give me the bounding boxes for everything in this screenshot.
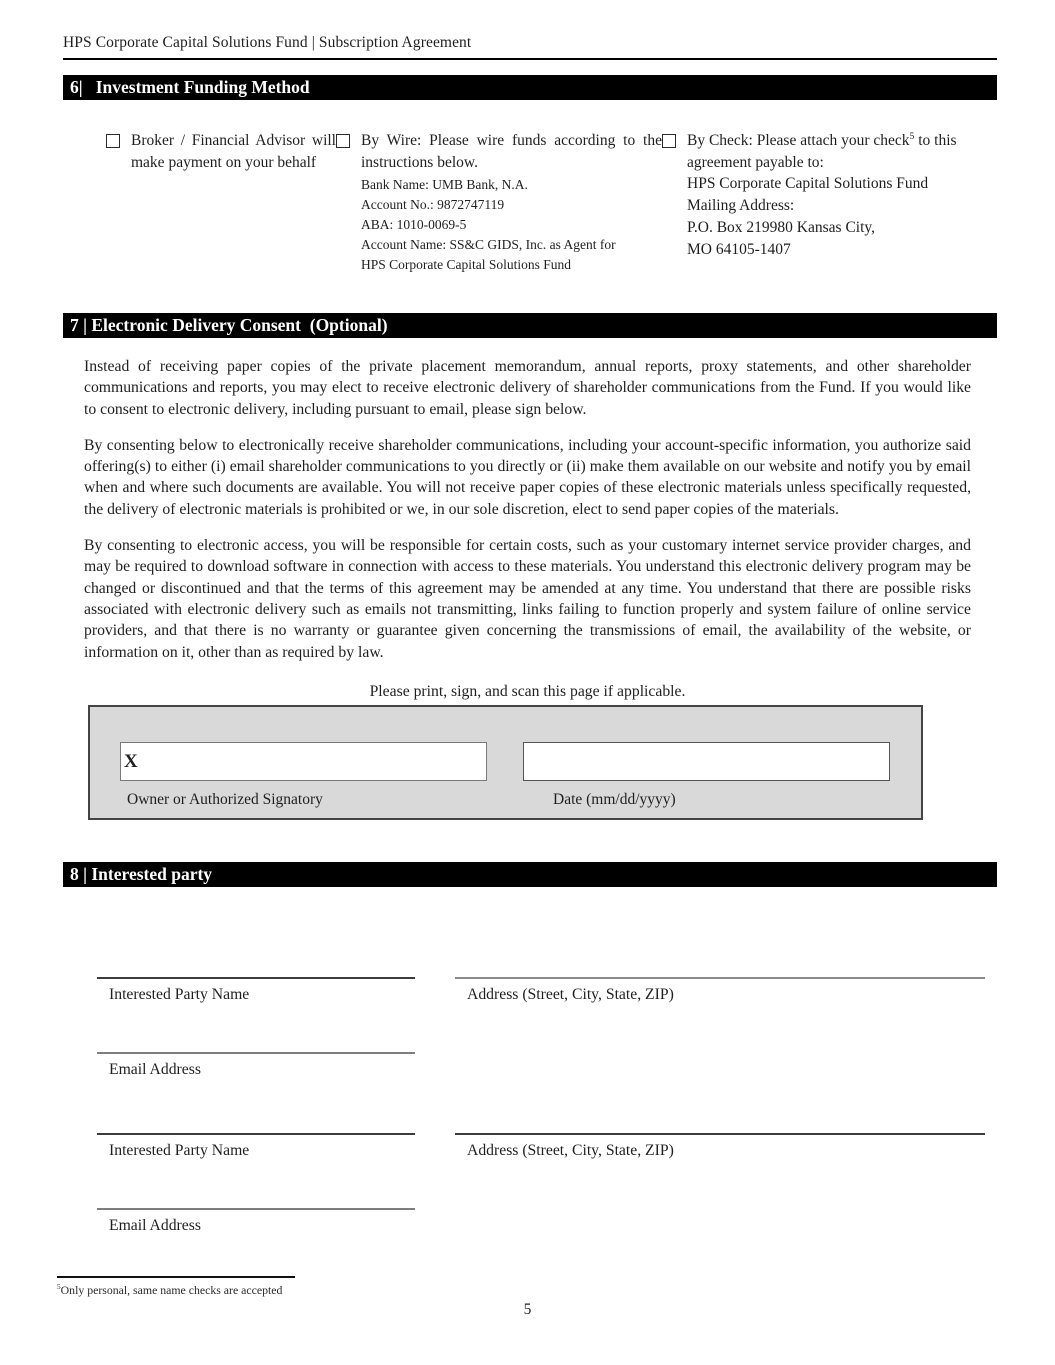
wire-payment-checkbox[interactable] <box>336 134 350 148</box>
date-field[interactable] <box>523 742 890 781</box>
consent-paragraph-1: Instead of receiving paper copies of the private placement memorandum, annual reports, proxy statements, and other shareholder communications and reports, you may elect to receive electronic delivery of shareholder communications from the Fund. If you would like to consent to electronic delivery, including pursuant to email, please sign below. <box>84 358 971 418</box>
signature-box <box>88 705 923 820</box>
wire-aba: ABA: 1010-0069-5 <box>361 217 467 232</box>
consent-text <box>84 356 971 678</box>
check-po-box: P.O. Box 219980 Kansas City, <box>687 219 876 236</box>
section-6-header: 6| Investment Funding Method <box>63 75 997 100</box>
email-address-label: Email Address <box>109 1061 201 1078</box>
consent-paragraph-3: By consenting to electronic access, you will be responsible for certain costs, such as your customary internet service provider charges, and may be required to download software in connection with access to these materials. You understand this electronic delivery program may be changed or discontinued and that the terms of this agreement may be amended at any time. You understand that there are possible risks associated with electronic delivery such as emails not transmitting, links failing to function properly and system failure of online service providers, and that there is no warranty or guarantee given concerning the transmissions of email, the availability of the website, or information on it, other than as required by law. <box>84 537 971 661</box>
wire-payment-label: By Wire: Please wire funds according to the instructions below. <box>361 132 662 171</box>
footnote <box>57 1276 457 1298</box>
address-label: Address (Street, City, State, ZIP) <box>467 1142 674 1159</box>
signatory-label: Owner or Authorized Signatory <box>127 791 323 808</box>
broker-payment-label: Broker / Financial Advisor will make payment on your behalf <box>131 132 336 171</box>
consent-paragraph-2: By consenting below to electronically receive shareholder communications, including your account-specific information, you authorize said offering(s) to either (i) email shareholder communications to you directly or (ii) make them available on our website and notify you by email when and where such documents are available. You will not receive paper copies of these electronic materials unless specifically requested, the delivery of electronic materials is prohibited or we, in our sole discretion, elect to send paper copies of the materials. <box>84 436 971 518</box>
interested-party-1-row <box>97 977 985 1052</box>
footnote-text: $^5$Only personal, same name checks are accepted <box>57 1282 283 1297</box>
funding-option-wire <box>336 130 662 275</box>
interested-party-section <box>97 977 985 1235</box>
address-label: Address (Street, City, State, ZIP) <box>467 986 674 1003</box>
interested-party-2-name-field[interactable] <box>97 1133 415 1208</box>
funding-option-check <box>662 130 994 275</box>
interested-party-name-label: Interested Party Name <box>109 986 250 1003</box>
check-payment-label: By Check: Please attach your check$^5$ to this agreement payable to: <box>687 130 957 171</box>
check-city-zip: MO 64105-1407 <box>687 241 791 258</box>
date-label: Date (mm/dd/yyyy) <box>553 791 676 808</box>
check-payee: HPS Corporate Capital Solutions Fund <box>687 175 929 192</box>
interested-party-1-name-field[interactable] <box>97 977 415 1052</box>
page-number: 5 <box>523 1301 532 1318</box>
funding-option-broker <box>106 130 336 275</box>
check-mailing-address-label: Mailing Address: <box>687 197 795 214</box>
wire-instructions <box>361 175 662 275</box>
wire-bank-name: Bank Name: UMB Bank, N.A. <box>361 177 528 192</box>
wire-account-no: Account No.: 9872747119 <box>361 197 505 212</box>
interested-party-1-email-field[interactable] <box>97 1052 415 1133</box>
funding-options <box>106 130 996 275</box>
print-sign-instruction: Please print, sign, and scan this page if applicable. <box>369 683 686 700</box>
check-payment-checkbox[interactable] <box>662 134 676 148</box>
footnote-divider <box>57 1276 295 1278</box>
interested-party-2-email-row <box>97 1208 985 1235</box>
interested-party-2-row <box>97 1133 985 1208</box>
interested-party-2-address-field[interactable] <box>455 1133 985 1208</box>
wire-fund-name: HPS Corporate Capital Solutions Fund <box>361 257 572 272</box>
section-7-header: 7 | Electronic Delivery Consent (Optional) <box>63 313 997 338</box>
email-address-label: Email Address <box>109 1217 201 1234</box>
interested-party-name-label: Interested Party Name <box>109 1142 250 1159</box>
footnote-ref-5: 5 <box>909 130 915 142</box>
interested-party-1-address-field[interactable] <box>455 977 985 1052</box>
interested-party-2-email-field[interactable] <box>97 1208 415 1235</box>
wire-account-name: Account Name: SS&C GIDS, Inc. as Agent for <box>361 237 616 252</box>
broker-payment-checkbox[interactable] <box>106 134 120 148</box>
interested-party-1-email-row <box>97 1052 985 1133</box>
document-title: HPS Corporate Capital Solutions Fund | Subscription Agreement <box>63 34 997 60</box>
signature-field[interactable] <box>120 742 487 781</box>
section-8-header: 8 | Interested party <box>63 862 997 887</box>
signature-x-mark: X <box>124 750 138 772</box>
